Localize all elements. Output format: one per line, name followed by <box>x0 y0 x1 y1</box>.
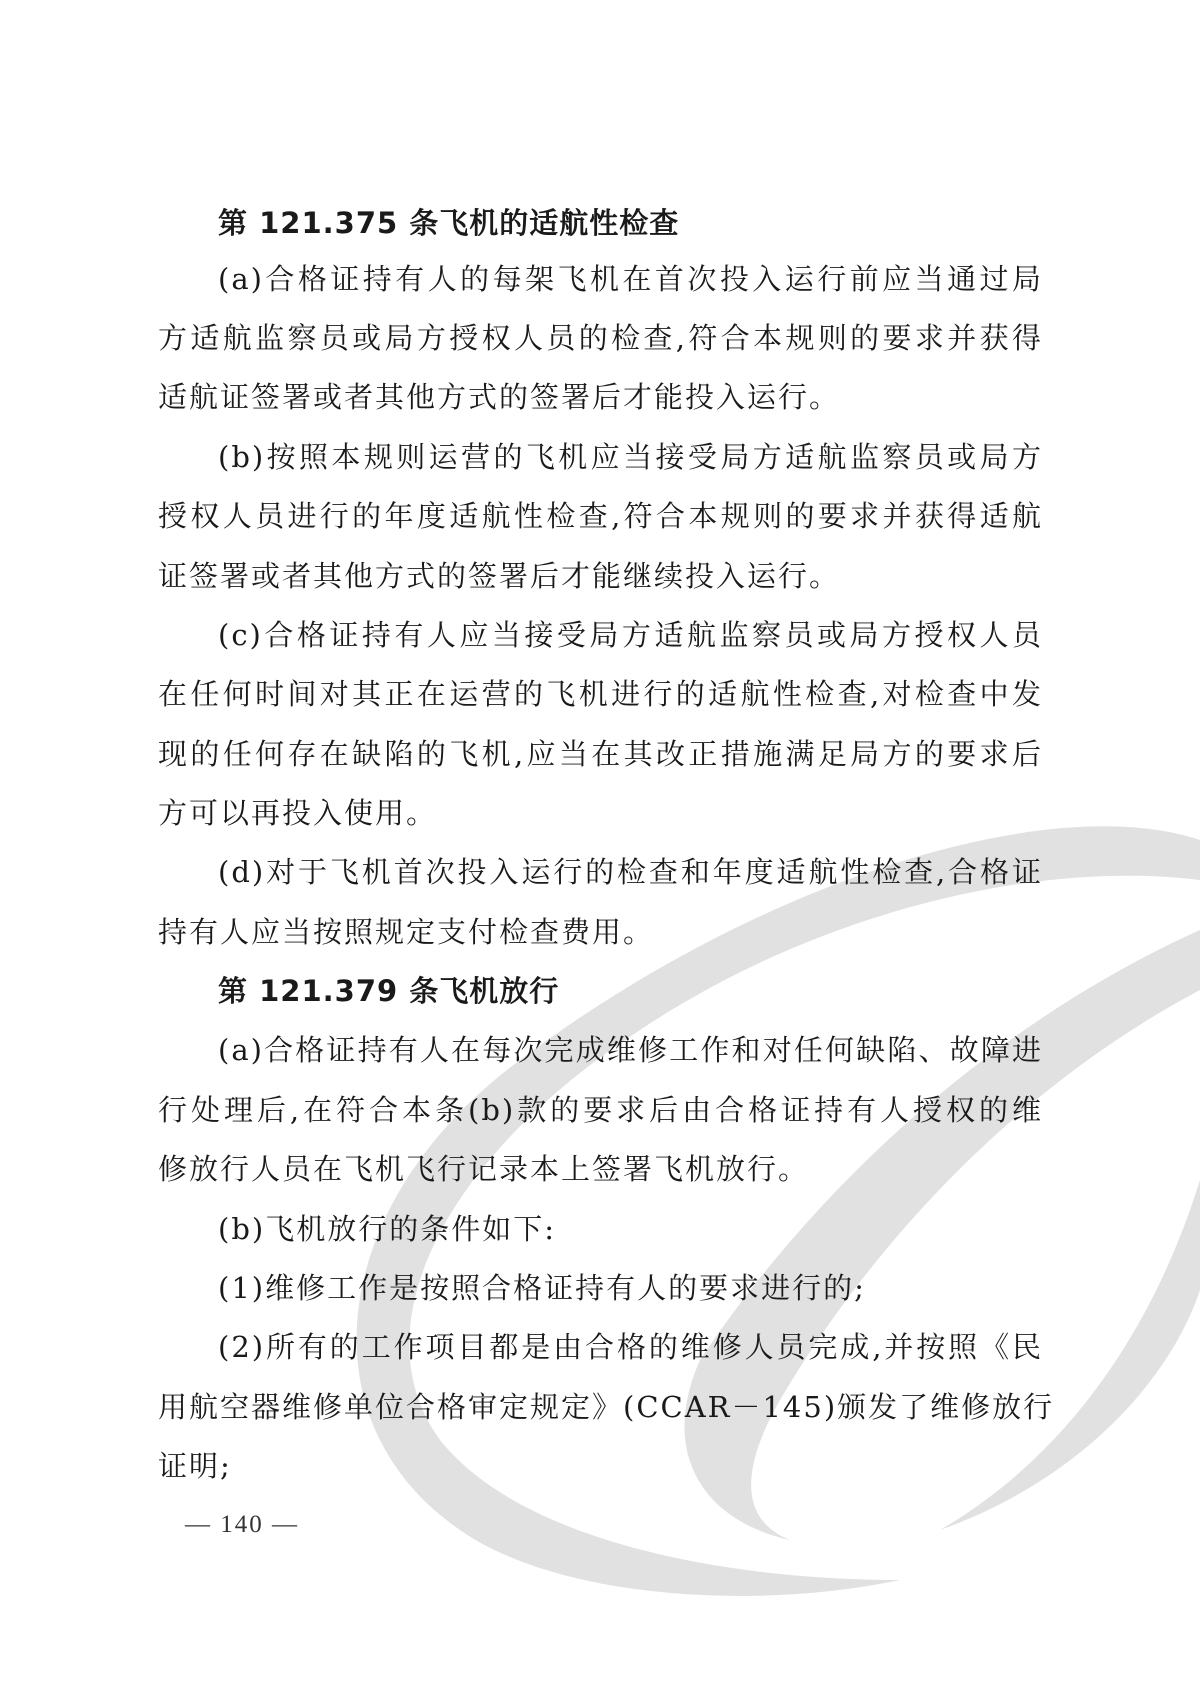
paragraph-a-line: 方适航监察员或局方授权人员的检查,符合本规则的要求并获得 <box>158 321 1043 355</box>
page-number: — 140 — <box>185 1511 299 1538</box>
list-item-2-line: (2)所有的工作项目都是由合格的维修人员完成,并按照《民 <box>218 1330 1043 1364</box>
paragraph-c-line: 在任何时间对其正在运营的飞机进行的适航性检查,对检查中发 <box>158 677 1043 711</box>
paragraph-379a-line: 行处理后,在符合本条(b)款的要求后由合格证持有人授权的维 <box>158 1093 1043 1127</box>
paragraph-b-line: (b)按照本规则运营的飞机应当接受局方适航监察员或局方 <box>218 440 1043 474</box>
paragraph-c-line: 方可以再投入使用。 <box>158 796 438 830</box>
paragraph-379a-line: (a)合格证持有人在每次完成维修工作和对任何缺陷、故障进 <box>218 1033 1043 1067</box>
section-heading-121-379: 第 121.379 条飞机放行 <box>218 974 560 1008</box>
list-item-2-line: 用航空器维修单位合格审定规定》(CCAR－145)颁发了维修放行 <box>158 1390 1055 1424</box>
paragraph-a-line: 适航证签署或者其他方式的签署后才能投入运行。 <box>158 380 841 414</box>
paragraph-d-line: (d)对于飞机首次投入运行的检查和年度适航性检查,合格证 <box>218 855 1043 889</box>
paragraph-c-line: 现的任何存在缺陷的飞机,应当在其改正措施满足局方的要求后 <box>158 737 1043 771</box>
paragraph-d-line: 持有人应当按照规定支付检查费用。 <box>158 915 655 949</box>
list-item-2-line: 证明; <box>158 1449 232 1483</box>
paragraph-b-line: 授权人员进行的年度适航性检查,符合本规则的要求并获得适航 <box>158 499 1043 533</box>
paragraph-c-line: (c)合格证持有人应当接受局方适航监察员或局方授权人员 <box>218 618 1043 652</box>
paragraph-b-line: 证签署或者其他方式的签署后才能继续投入运行。 <box>158 559 841 593</box>
paragraph-379a-line: 修放行人员在飞机飞行记录本上签署飞机放行。 <box>158 1152 810 1186</box>
section-heading-121-375: 第 121.375 条飞机的适航性检查 <box>218 206 680 240</box>
paragraph-a-line: (a)合格证持有人的每架飞机在首次投入运行前应当通过局 <box>218 262 1043 296</box>
paragraph-379b-line: (b)飞机放行的条件如下: <box>218 1212 556 1246</box>
list-item-1: (1)维修工作是按照合格证持有人的要求进行的; <box>218 1271 866 1305</box>
